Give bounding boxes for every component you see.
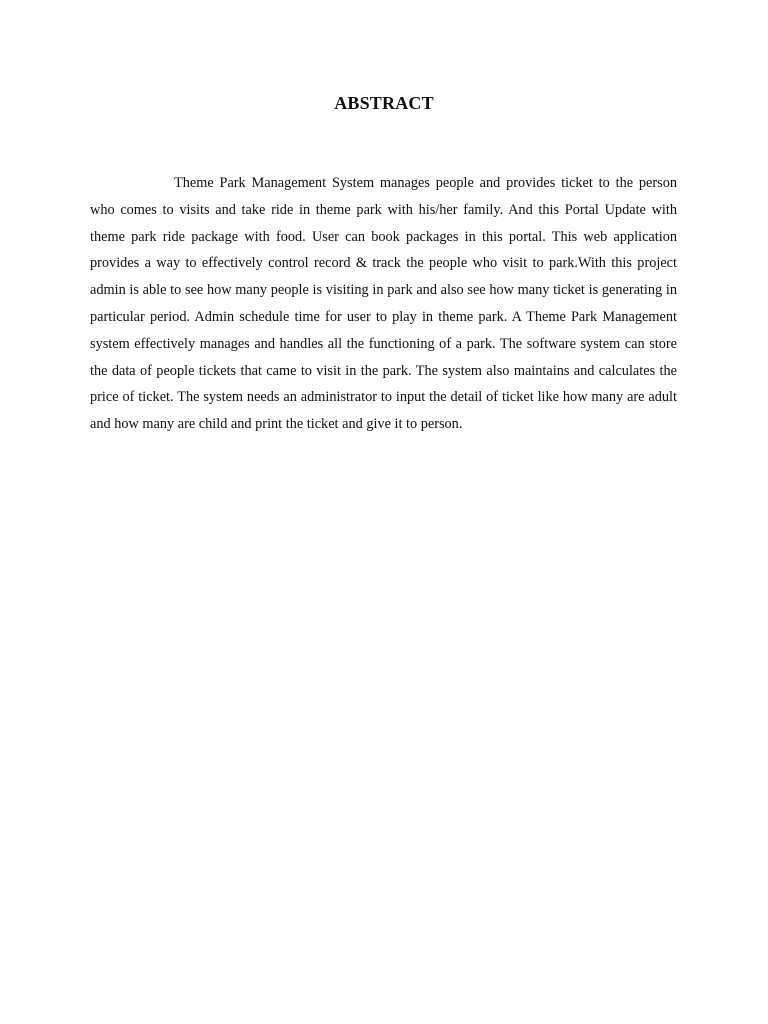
- abstract-paragraph: Theme Park Management System manages people and provides ticket to the person who comes to visits and take ride in theme park with his/her family. And this Portal Update with theme park ride package with food. User can book packages in this portal. This web application provides a way to effectively control record & track the people who visit to park.With this project admin is able to see how many people is visiting in park and also see how many ticket is generating in particular period. Admin schedule time for user to play in theme park. A Theme Park Management system effectively manages and handles all the functioning of a park. The software system can store the data of people tickets that came to visit in the park. The system also maintains and calculates the price of ticket. The system needs an administrator to input the detail of ticket like how many are adult and how many are child and print the ticket and give it to person.: [90, 175, 677, 433]
- page-title: ABSTRACT: [334, 93, 434, 113]
